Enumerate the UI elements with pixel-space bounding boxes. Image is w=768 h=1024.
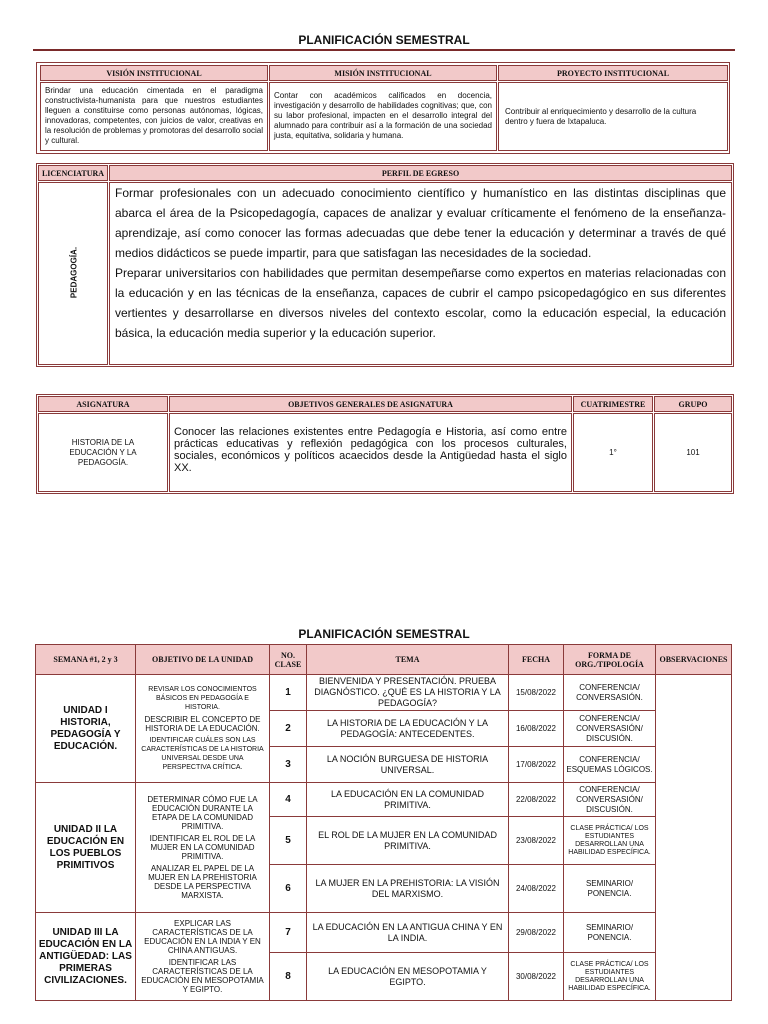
class-date: 30/08/2022 bbox=[509, 953, 564, 1001]
table-header-row bbox=[36, 645, 732, 675]
grupo-value: 101 bbox=[654, 413, 732, 492]
class-number: 8 bbox=[270, 953, 307, 1001]
unit-2-objective: DETERMINAR CÓMO FUE LA EDUCACIÓN DURANTE LA ETAPA DE LA COMUNIDAD PRIMITIVA. bbox=[147, 795, 258, 831]
header-no-clase: NO. CLASE bbox=[270, 645, 307, 675]
cuatrimestre-header: CUATRIMESTRE bbox=[573, 396, 653, 412]
class-topic: EL ROL DE LA MUJER EN LA COMUNIDAD PRIMITIVA. bbox=[307, 817, 509, 865]
class-date: 16/08/2022 bbox=[509, 711, 564, 747]
unit-2-title: UNIDAD II LA EDUCACIÓN EN LOS PUEBLOS PRIMITIVOS bbox=[36, 783, 136, 913]
title-rule bbox=[33, 49, 735, 51]
cuatrimestre-value: 1° bbox=[573, 413, 653, 492]
class-date: 29/08/2022 bbox=[509, 913, 564, 953]
unit-2-objective: ANALIZAR EL PAPEL DE LA MUJER EN LA PREHISTORIA DESDE LA PERSPECTIVA MARXISTA. bbox=[148, 864, 257, 900]
class-number: 5 bbox=[270, 817, 307, 865]
class-format: CONFERENCIA/ CONVERSASIÓN/ DISCUSIÓN. bbox=[564, 711, 656, 747]
unit-3-objectives bbox=[136, 913, 270, 1001]
class-topic: BIENVENIDA Y PRESENTACIÓN. PRUEBA DIAGNÓSTICO. ¿QUÉ ES LA HISTORIA Y LA PEDAGOGÍA? bbox=[307, 675, 509, 711]
observaciones-cell bbox=[656, 675, 732, 1001]
class-number: 4 bbox=[270, 783, 307, 817]
perfil-text-2: Preparar universitarios con habilidades que permitan desempeñarse como expertos en materias relacionadas con la educación y en las técnicas de la enseñanza, capaces de cubrir el campo psicopedagógico en sus diferentes vertientes y desarrollarse en diversos niveles del contexto escolar, como la educación especial, la educación básica, la educación media superior y la educación superior. bbox=[115, 266, 726, 340]
unit-2-objective: IDENTIFICAR EL ROL DE LA MUJER EN LA COMUNIDAD PRIMITIVA. bbox=[149, 834, 256, 861]
class-date: 15/08/2022 bbox=[509, 675, 564, 711]
objetivo-general: Conocer las relaciones existentes entre Pedagogía e Historia, así como entre prácticas educativas y reflexión pedagógica con los procesos culturales, sociales, económicos y políticos acaecidos desde la Antigüedad hasta el siglo XX. bbox=[169, 413, 572, 492]
class-number: 3 bbox=[270, 747, 307, 783]
unit-1-objectives bbox=[136, 675, 270, 783]
perfil-cell bbox=[109, 182, 732, 365]
header-tema: TEMA bbox=[307, 645, 509, 675]
class-number: 2 bbox=[270, 711, 307, 747]
class-date: 24/08/2022 bbox=[509, 865, 564, 913]
unit-3-title: UNIDAD III LA EDUCACIÓN EN LA ANTIGÜEDAD: LAS PRIMERAS CIVILIZACIONES. bbox=[36, 913, 136, 1001]
table-row bbox=[36, 913, 732, 953]
planning-table bbox=[35, 644, 732, 1001]
class-number: 7 bbox=[270, 913, 307, 953]
class-topic: LA MUJER EN LA PREHISTORIA: LA VISIÓN DEL MARXISMO. bbox=[307, 865, 509, 913]
class-date: 17/08/2022 bbox=[509, 747, 564, 783]
class-topic: LA EDUCACIÓN EN LA COMUNIDAD PRIMITIVA. bbox=[307, 783, 509, 817]
page-title-2: PLANIFICACIÓN SEMESTRAL bbox=[298, 627, 470, 641]
class-format: SEMINARIO/ PONENCIA. bbox=[564, 865, 656, 913]
unit-3-objective: IDENTIFICAR LAS CARACTERÍSTICAS DE LA EDUCACIÓN EN MESOPOTAMIA Y EGIPTO. bbox=[141, 958, 264, 994]
asignatura-header: ASIGNATURA bbox=[38, 396, 168, 412]
class-format: CONFERENCIA/ CONVERSASIÓN/ DISCUSIÓN. bbox=[564, 783, 656, 817]
proyecto-text: Contribuir al enriquecimiento y desarrollo de la cultura dentro y fuera de Ixtapaluca. bbox=[498, 82, 728, 151]
proyecto-header: PROYECTO INSTITUCIONAL bbox=[498, 65, 728, 81]
licenciatura-header: LICENCIATURA bbox=[38, 165, 108, 181]
grupo-header: GRUPO bbox=[654, 396, 732, 412]
licenciatura-name: PEDAGOGÍA. bbox=[69, 246, 79, 299]
class-format: CLASE PRÁCTICA/ LOS ESTUDIANTES DESARROLLAN UNA HABILIDAD ESPECÍFICA. bbox=[564, 953, 656, 1001]
perfil-header: PERFIL DE EGRESO bbox=[109, 165, 732, 181]
header-observaciones: OBSERVACIONES bbox=[656, 645, 732, 675]
objetivos-header: OBJETIVOS GENERALES DE ASIGNATURA bbox=[169, 396, 572, 412]
class-topic: LA EDUCACIÓN EN LA ANTIGUA CHINA Y EN LA INDIA. bbox=[307, 913, 509, 953]
unit-3-objective: EXPLICAR LAS CARACTERÍSTICAS DE LA EDUCACIÓN EN LA INDIA Y EN CHINA ANTIGUAS. bbox=[144, 919, 261, 955]
mision-text: Contar con académicos calificados en docencia, investigación y desarrollo de habilidades cognitivas; que, con su labor profesional, impacten en el desarrollo integral del alumnado para contribuir así a la formación de una sociedad justa, equitativa, solidaria y humana. bbox=[269, 82, 497, 151]
unit-2-objectives bbox=[136, 783, 270, 913]
header-fecha: FECHA bbox=[509, 645, 564, 675]
table-row bbox=[36, 675, 732, 711]
class-topic: LA NOCIÓN BURGUESA DE HISTORIA UNIVERSAL. bbox=[307, 747, 509, 783]
unit-1-objective: REVISAR LOS CONOCIMIENTOS BÁSICOS EN PEDAGOGÍA E HISTORIA. bbox=[148, 686, 257, 711]
mision-header: MISIÓN INSTITUCIONAL bbox=[269, 65, 497, 81]
class-topic: LA HISTORIA DE LA EDUCACIÓN Y LA PEDAGOGÍA: ANTECEDENTES. bbox=[307, 711, 509, 747]
class-date: 23/08/2022 bbox=[509, 817, 564, 865]
vision-header: VISIÓN INSTITUCIONAL bbox=[40, 65, 268, 81]
licenciatura-cell bbox=[38, 182, 108, 365]
unit-1-objective: IDENTIFICAR CUÁLES SON LAS CARACTERÍSTICAS DE LA HISTORIA UNIVERSAL DESDE UNA PERSPECTIVA CRÍTICA. bbox=[141, 737, 264, 771]
table-row bbox=[36, 783, 732, 817]
perfil-text-1: Formar profesionales con un adecuado conocimiento científico y humanístico en las distintas disciplinas que abarca el área de la Psicopedagogía, capaces de analizar y evaluar críticamente el fenómeno de la enseñanza-aprendizaje, así como conocer las formas adecuadas que debe tener la educación y determinar a través de qué medios didácticos se puede impartir, para que satisfagan las necesidades de la sociedad. bbox=[115, 186, 726, 260]
class-format: CONFERENCIA/ CONVERSASIÓN. bbox=[564, 675, 656, 711]
unit-1-title: UNIDAD I HISTORIA, PEDAGOGÍA Y EDUCACIÓN. bbox=[36, 675, 136, 783]
header-objetivo: OBJETIVO DE LA UNIDAD bbox=[136, 645, 270, 675]
page-title: PLANIFICACIÓN SEMESTRAL bbox=[298, 33, 470, 47]
class-format: SEMINARIO/ PONENCIA. bbox=[564, 913, 656, 953]
unit-1-objective: DESCRIBIR EL CONCEPTO DE HISTORIA DE LA EDUCACIÓN. bbox=[144, 715, 261, 733]
class-format: CONFERENCIA/ ESQUEMAS LÓGICOS. bbox=[564, 747, 656, 783]
class-number: 6 bbox=[270, 865, 307, 913]
class-number: 1 bbox=[270, 675, 307, 711]
vision-text: Brindar una educación cimentada en el paradigma constructivista-humanista para que nuestros estudiantes lleguen a constituirse como personas autónomas, lógicas, innovadoras, competentes, con juicios de valor, creativas en la resolución de problemas y promotoras del desarrollo social y cultural. bbox=[40, 82, 268, 151]
class-topic: LA EDUCACIÓN EN MESOPOTAMIA Y EGIPTO. bbox=[307, 953, 509, 1001]
class-format: CLASE PRÁCTICA/ LOS ESTUDIANTES DESARROLLAN UNA HABILIDAD ESPECÍFICA. bbox=[564, 817, 656, 865]
asignatura-name: HISTORIA DE LA EDUCACIÓN Y LA PEDAGOGÍA. bbox=[38, 413, 168, 492]
header-forma: FORMA DE ORG./TIPOLOGÍA bbox=[564, 645, 656, 675]
class-date: 22/08/2022 bbox=[509, 783, 564, 817]
header-semana: SEMANA #1, 2 y 3 bbox=[36, 645, 136, 675]
